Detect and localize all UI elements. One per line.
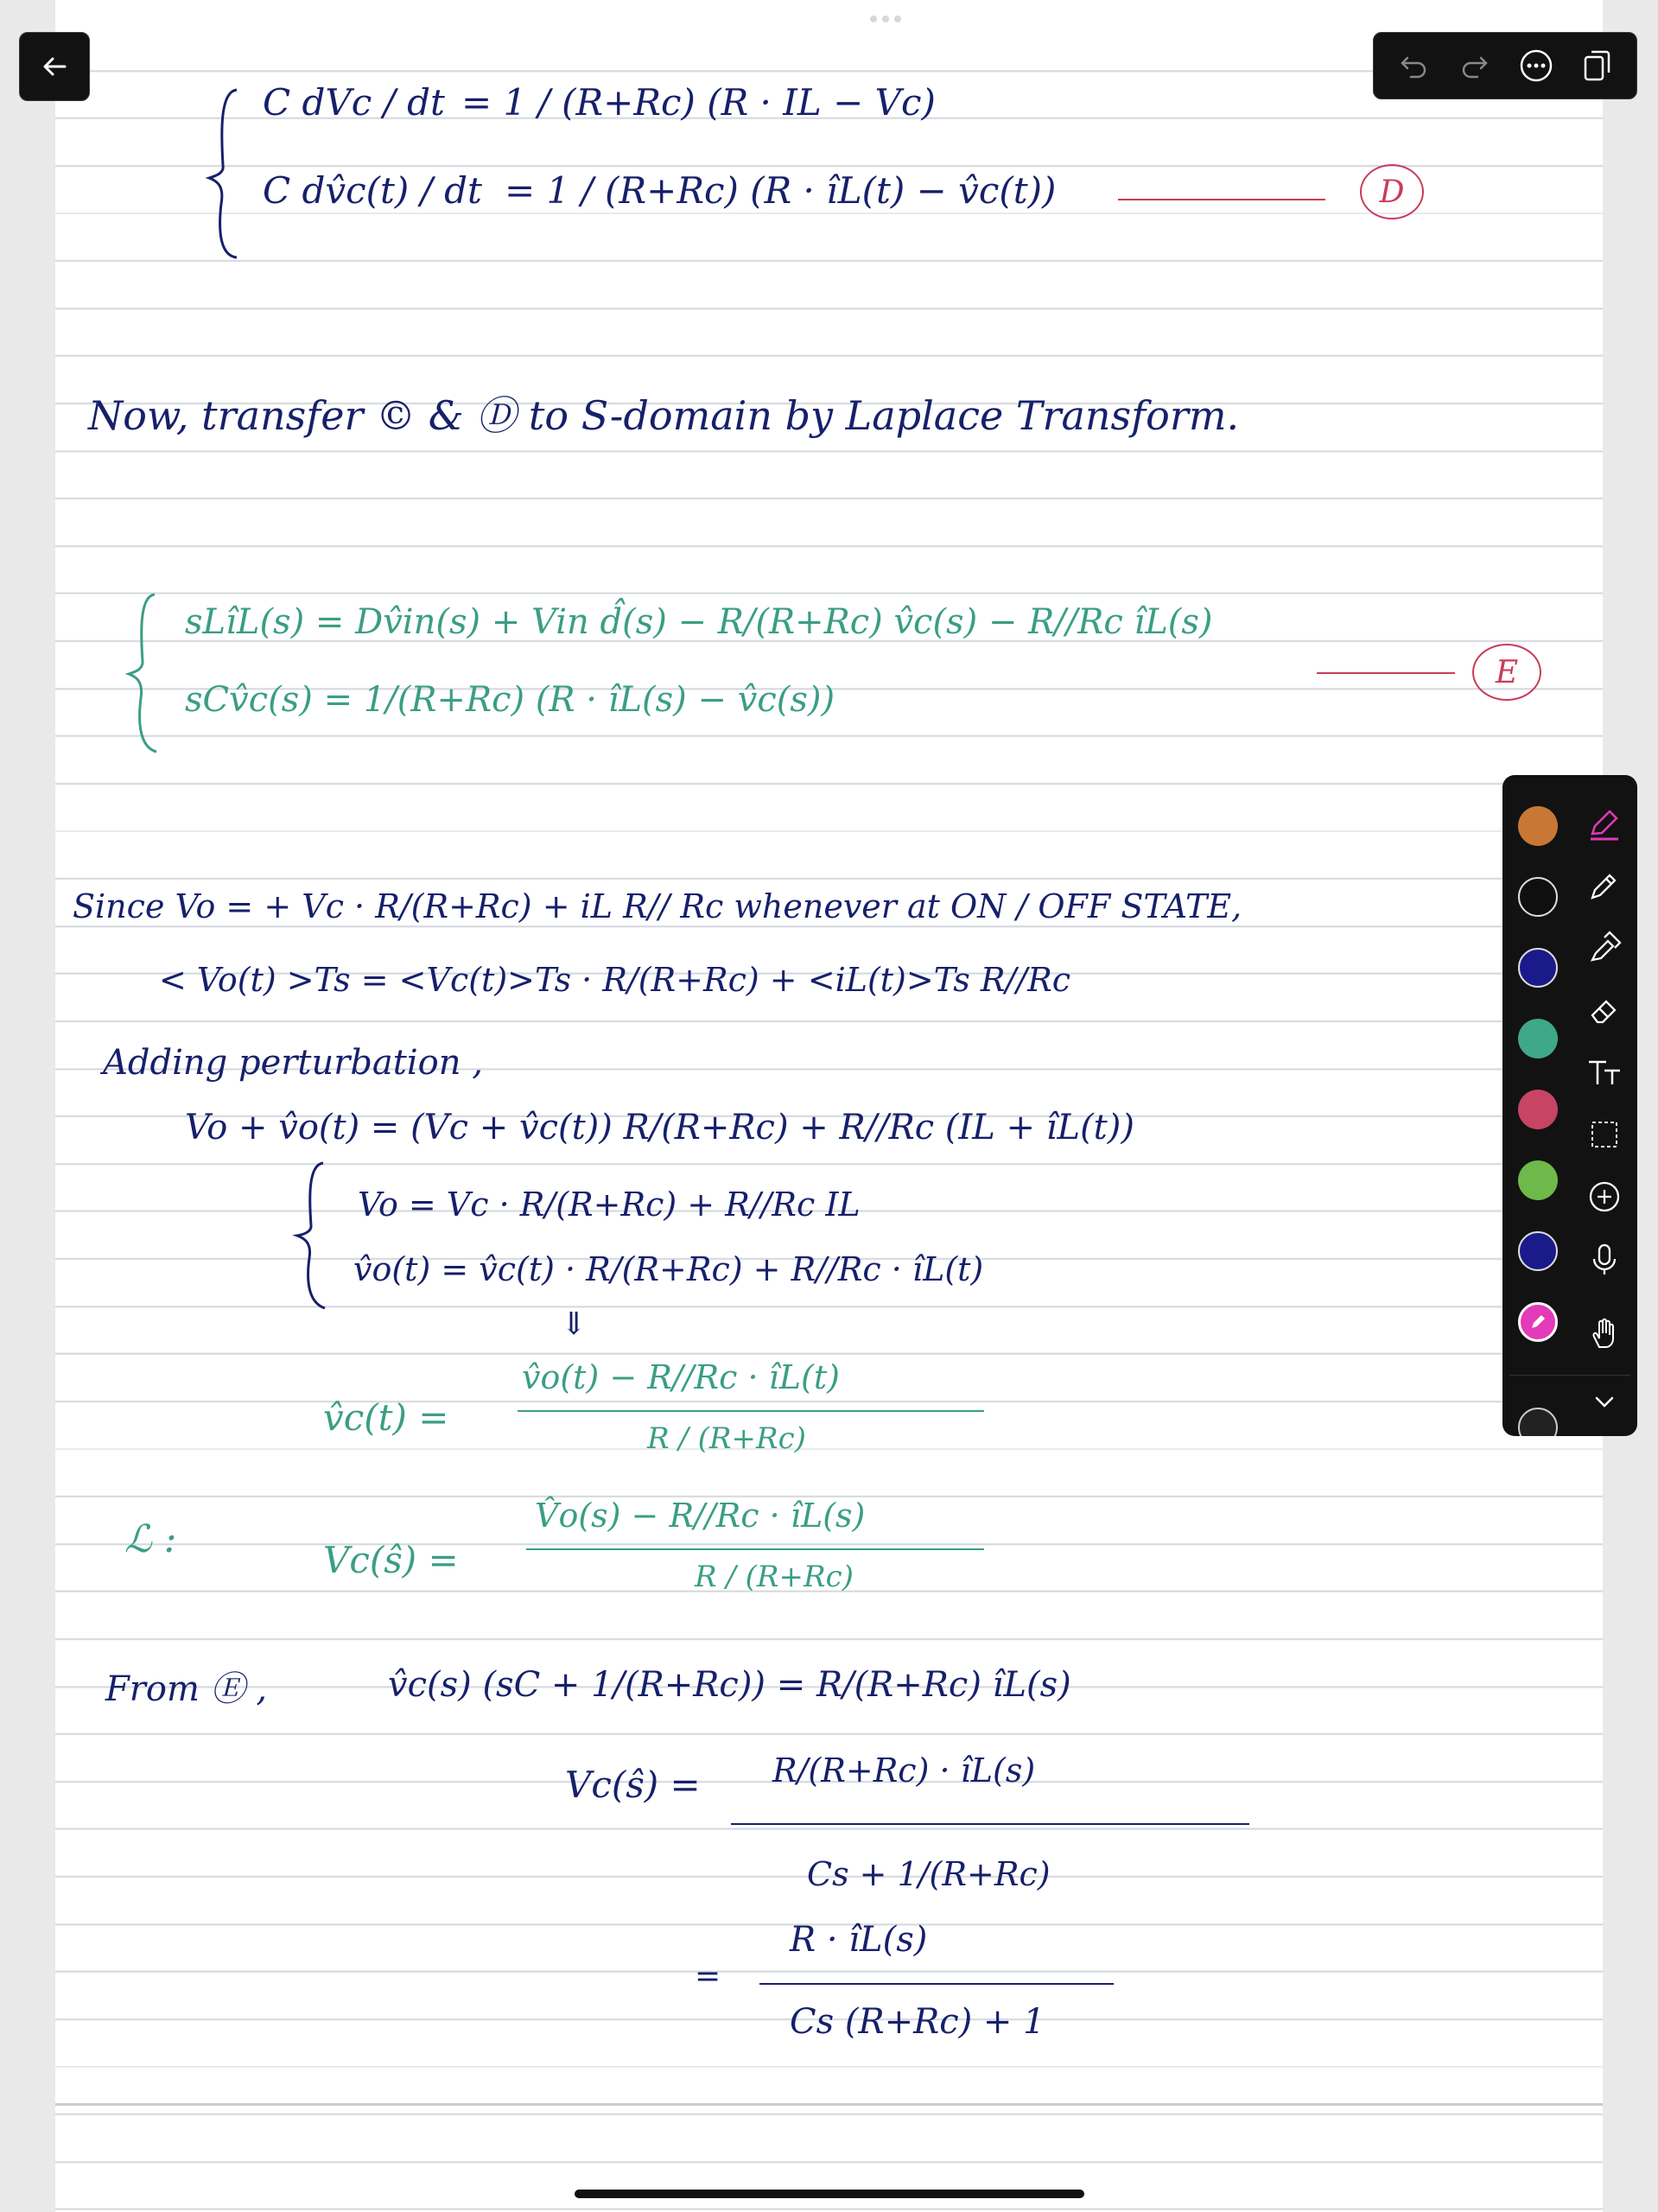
color-swatch-pink[interactable] <box>1518 1090 1558 1129</box>
vcs2-fraction-bar <box>731 1823 1249 1825</box>
eraser-tool[interactable] <box>1582 988 1627 1033</box>
vc-s-denominator: R / (R+Rc) <box>695 1560 854 1594</box>
add-icon <box>1587 1179 1622 1214</box>
text-icon <box>1585 1055 1623 1090</box>
vc-t-numerator: v̂o(t) − R//Rc · îL(t) <box>522 1358 840 1396</box>
color-swatch-orange[interactable] <box>1518 806 1558 846</box>
final-numerator: R · îL(s) <box>790 1920 928 1960</box>
page-break <box>55 2103 1603 2106</box>
since-text: Since Vo = + Vc · R/(R+Rc) + iL R// Rc whenever at ON / OFF STATE, <box>73 887 1242 925</box>
system-line1: Vo = Vc · R/(R+Rc) + R//Rc IL <box>358 1185 861 1224</box>
home-indicator[interactable] <box>575 2190 1084 2198</box>
equation-d-line1: C dVc / dt <box>263 81 445 124</box>
implies-arrow: ⇓ <box>561 1306 588 1342</box>
hand-touch-icon <box>1587 1316 1622 1351</box>
from-e-text: From Ⓔ , <box>105 1669 268 1709</box>
final-denominator: Cs (R+Rc) + 1 <box>790 2002 1045 2042</box>
left-brace-system <box>289 1158 332 1313</box>
add-tool[interactable] <box>1582 1174 1627 1219</box>
undo-icon <box>1399 53 1428 79</box>
equation-d-line2-rhs: = 1 / (R+Rc) (R · îL(t) − v̂c(t)) <box>505 169 1057 212</box>
laplace-symbol: ℒ : <box>124 1517 177 1561</box>
final-fraction-bar <box>759 1983 1114 1985</box>
left-brace-d <box>202 83 245 264</box>
color-swatch-black[interactable] <box>1518 877 1558 917</box>
system-line2: v̂o(t) = v̂c(t) · R/(R+Rc) + R//Rc · îL(t) <box>353 1250 984 1288</box>
average-equation: < Vo(t) >Ts = <Vc(t)>Ts · R/(R+Rc) + <iL(t)>Ts R//Rc <box>159 961 1070 999</box>
perturbation-title: Adding perturbation , <box>103 1043 483 1083</box>
final-equals: = <box>695 1959 721 1994</box>
collapse-palette-button[interactable] <box>1582 1380 1627 1425</box>
palette-divider <box>1509 1375 1630 1376</box>
color-swatch-navy-2[interactable] <box>1518 1231 1558 1271</box>
vc-s-lhs: Vc(ŝ) = <box>323 1539 459 1581</box>
pen-small-icon <box>1528 1313 1547 1332</box>
color-swatch-navy[interactable] <box>1518 948 1558 988</box>
color-swatch-partial[interactable] <box>1518 1408 1558 1436</box>
left-brace-e <box>120 588 163 760</box>
undo-button[interactable] <box>1391 43 1436 88</box>
arrow-left-icon <box>39 51 70 82</box>
mic-tool[interactable] <box>1582 1236 1627 1281</box>
vc-t-lhs: v̂c(t) = <box>323 1396 449 1439</box>
vc-t-fraction-bar <box>518 1410 984 1412</box>
label-e-circle <box>1472 644 1541 701</box>
back-button[interactable] <box>19 32 90 101</box>
page-handle[interactable] <box>868 16 903 22</box>
top-toolbar <box>1373 32 1637 99</box>
pages-icon <box>1582 48 1613 83</box>
equation-e-underline <box>1317 672 1455 674</box>
perturbation-equation: Vo + v̂o(t) = (Vc + v̂c(t)) R/(R+Rc) + R//Rc (IL + îL(t)) <box>185 1108 1134 1147</box>
lasso-select-icon <box>1587 1117 1622 1152</box>
equation-d-line1-rhs: = 1 / (R+Rc) (R · IL − Vc) <box>461 81 936 124</box>
text-tool[interactable] <box>1582 1050 1627 1095</box>
equation-d-line2: C dv̂c(t) / dt <box>263 169 482 212</box>
color-swatch-magenta-active[interactable] <box>1518 1302 1558 1342</box>
color-swatch-teal[interactable] <box>1518 1019 1558 1058</box>
chevron-down-icon <box>1591 1389 1617 1415</box>
ellipsis-circle-icon <box>1519 48 1553 83</box>
equation-e-line2: sCv̂c(s) = 1/(R+Rc) (R · îL(s) − v̂c(s)) <box>185 680 835 720</box>
equation-e-line1: sLîL(s) = Dv̂in(s) + Vin d̂(s) − R/(R+Rc) v̂c(s) − R//Rc îL(s) <box>185 602 1213 642</box>
transfer-text: Now, transfer © & Ⓓ to S-domain by Laplace Transform. <box>88 392 1240 439</box>
lasso-tool[interactable] <box>1582 1112 1627 1157</box>
vcs2-lhs: Vc(ŝ) = <box>565 1764 701 1806</box>
pages-button[interactable] <box>1575 43 1620 88</box>
more-button[interactable] <box>1514 43 1559 88</box>
label-d-circle <box>1360 164 1424 219</box>
pen-tool[interactable] <box>1582 801 1627 846</box>
redo-icon <box>1460 53 1490 79</box>
equation-d-underline <box>1118 199 1325 200</box>
pencil-icon <box>1587 868 1622 903</box>
highlighter-icon <box>1587 931 1622 965</box>
label-e: E <box>1495 654 1519 690</box>
pen-icon <box>1585 804 1623 842</box>
hand-tool[interactable] <box>1582 1311 1627 1356</box>
microphone-icon <box>1587 1242 1622 1276</box>
from-e-equation: v̂c(s) (sC + 1/(R+Rc)) = R/(R+Rc) îL(s) <box>388 1665 1071 1705</box>
pencil-tool[interactable] <box>1582 863 1627 908</box>
vcs2-numerator: R/(R+Rc) · îL(s) <box>772 1751 1036 1789</box>
drawing-palette <box>1502 775 1637 1436</box>
eraser-icon <box>1587 993 1622 1027</box>
vc-t-denominator: R / (R+Rc) <box>647 1421 806 1456</box>
vcs2-denominator: Cs + 1/(R+Rc) <box>807 1855 1051 1893</box>
highlighter-tool[interactable] <box>1582 925 1627 970</box>
label-d: D <box>1379 174 1405 210</box>
vc-s-numerator: V̂o(s) − R//Rc · îL(s) <box>535 1497 866 1535</box>
color-swatch-green[interactable] <box>1518 1160 1558 1200</box>
redo-button[interactable] <box>1452 43 1497 88</box>
notebook-page[interactable] <box>55 0 1603 2212</box>
vc-s-fraction-bar <box>526 1548 984 1550</box>
